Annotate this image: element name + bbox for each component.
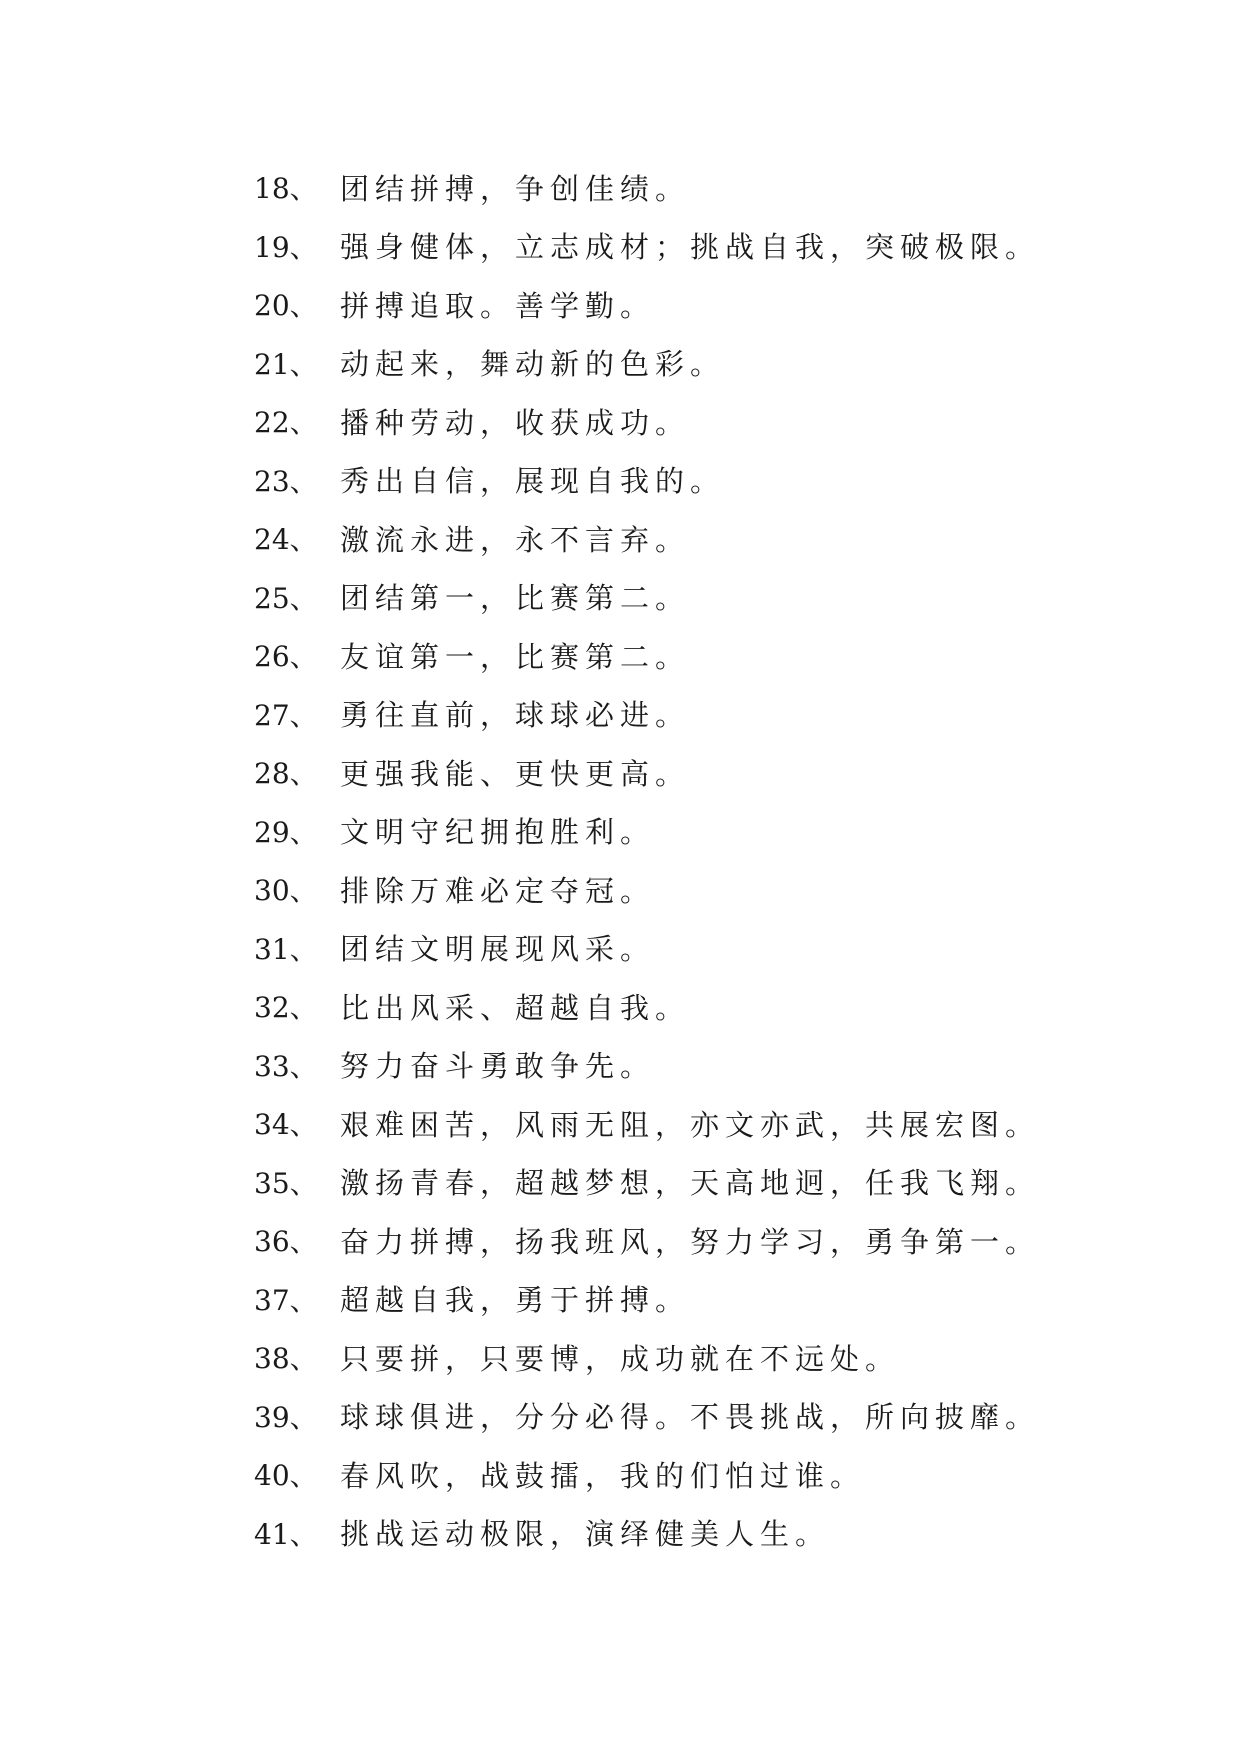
list-item <box>254 217 1040 276</box>
item-number: 31、 <box>254 932 318 966</box>
item-text: 只要拼，只要博，成功就在不远处。 <box>340 1341 901 1376</box>
item-text: 团结拼搏，争创佳绩。 <box>340 171 691 206</box>
item-text: 艰难困苦，风雨无阻，亦文亦武，共展宏图。 <box>340 1107 1041 1142</box>
item-text: 拼搏追取。善学勤。 <box>340 288 656 323</box>
list-item <box>254 1270 1040 1329</box>
item-number: 26、 <box>254 640 318 674</box>
list-item <box>254 1328 1040 1387</box>
list-item <box>254 919 1040 978</box>
list-item <box>254 451 1040 510</box>
item-number: 23、 <box>254 464 318 498</box>
list-item <box>254 1094 1040 1153</box>
list-item <box>254 626 1040 685</box>
list-item <box>254 743 1040 802</box>
list-item <box>254 1504 1040 1563</box>
item-number: 36、 <box>254 1225 318 1259</box>
item-text: 团结文明展现风采。 <box>340 932 656 967</box>
item-number: 34、 <box>254 1108 318 1142</box>
list-item <box>254 1036 1040 1095</box>
item-number: 41、 <box>254 1517 318 1551</box>
item-text: 球球俱进，分分必得。不畏挑战，所向披靡。 <box>340 1400 1041 1435</box>
item-number: 39、 <box>254 1400 318 1434</box>
list-item <box>254 509 1040 568</box>
list-item <box>254 802 1040 861</box>
item-number: 29、 <box>254 815 318 849</box>
item-text: 超越自我，勇于拼搏。 <box>340 1283 691 1318</box>
item-text: 激流永进，永不言弃。 <box>340 522 691 557</box>
list-item <box>254 860 1040 919</box>
item-text: 排除万难必定夺冠。 <box>340 873 656 908</box>
item-text: 比出风采、超越自我。 <box>340 990 691 1025</box>
item-text: 挑战运动极限，演绎健美人生。 <box>340 1517 831 1552</box>
item-text: 播种劳动，收获成功。 <box>340 405 691 440</box>
item-number: 25、 <box>254 581 318 615</box>
item-number: 37、 <box>254 1283 318 1317</box>
item-number: 20、 <box>254 289 318 323</box>
list-item <box>254 275 1040 334</box>
item-number: 35、 <box>254 1166 318 1200</box>
item-number: 33、 <box>254 1049 318 1083</box>
item-number: 28、 <box>254 757 318 791</box>
slogan-list <box>254 158 1040 1562</box>
item-number: 38、 <box>254 1342 318 1376</box>
item-number: 40、 <box>254 1459 318 1493</box>
item-text: 激扬青春，超越梦想，天高地迥，任我飞翔。 <box>340 1166 1041 1201</box>
list-item <box>254 568 1040 627</box>
list-item <box>254 1387 1040 1446</box>
list-item <box>254 392 1040 451</box>
item-text: 奋力拼搏，扬我班风，努力学习，勇争第一。 <box>340 1224 1041 1259</box>
item-number: 22、 <box>254 406 318 440</box>
item-number: 21、 <box>254 347 318 381</box>
list-item <box>254 977 1040 1036</box>
item-text: 动起来，舞动新的色彩。 <box>340 347 726 382</box>
item-number: 19、 <box>254 230 318 264</box>
item-text: 友谊第一，比赛第二。 <box>340 639 691 674</box>
item-number: 24、 <box>254 523 318 557</box>
list-item <box>254 1445 1040 1504</box>
item-text: 秀出自信，展现自我的。 <box>340 464 726 499</box>
item-number: 30、 <box>254 874 318 908</box>
list-item <box>254 1153 1040 1212</box>
item-number: 27、 <box>254 698 318 732</box>
item-text: 勇往直前，球球必进。 <box>340 698 691 733</box>
item-text: 春风吹，战鼓擂，我的们怕过谁。 <box>340 1458 866 1493</box>
item-text: 强身健体，立志成材；挑战自我，突破极限。 <box>340 230 1041 265</box>
item-text: 文明守纪拥抱胜利。 <box>340 815 656 850</box>
list-item <box>254 685 1040 744</box>
list-item <box>254 1211 1040 1270</box>
item-number: 32、 <box>254 991 318 1025</box>
item-text: 团结第一，比赛第二。 <box>340 581 691 616</box>
list-item <box>254 158 1040 217</box>
item-text: 努力奋斗勇敢争先。 <box>340 1049 656 1084</box>
item-text: 更强我能、更快更高。 <box>340 756 691 791</box>
item-number: 18、 <box>254 172 318 206</box>
list-item <box>254 334 1040 393</box>
